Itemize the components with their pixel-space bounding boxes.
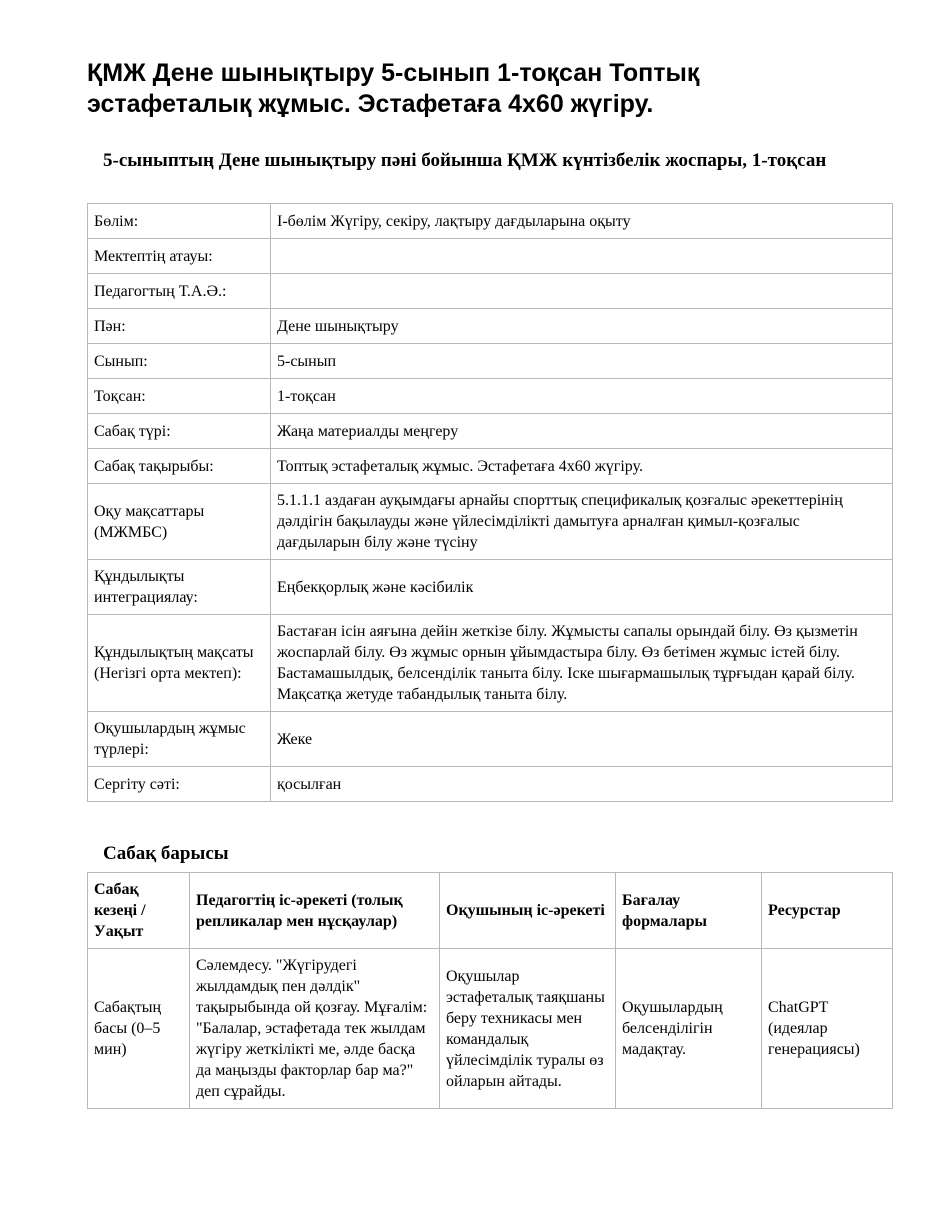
table-row — [88, 379, 893, 414]
info-label: Сынып: — [88, 344, 271, 379]
info-value: Жеке — [271, 712, 893, 767]
info-label: Құндылықтың мақсаты (Негізгі орта мектеп): — [88, 615, 271, 712]
table-row — [88, 949, 893, 1109]
info-label: Сабақ түрі: — [88, 414, 271, 449]
info-value — [271, 274, 893, 309]
info-label: Педагогтың Т.А.Ә.: — [88, 274, 271, 309]
column-header-resources: Ресурстар — [762, 873, 893, 949]
column-header-assessment: Бағалау формалары — [616, 873, 762, 949]
info-label: Оқу мақсаттары (МЖМБС) — [88, 484, 271, 560]
table-row — [88, 309, 893, 344]
column-header-student: Оқушының іс-әрекеті — [440, 873, 616, 949]
info-value: Еңбекқорлық және кәсібилік — [271, 560, 893, 615]
document-title: ҚМЖ Дене шынықтыру 5-сынып 1-тоқсан Топтық эстафеталық жұмыс. Эстафетаға 4х60 жүгіру. — [87, 59, 700, 118]
assessment-cell: Оқушылардың белсенділігін мадақтау. — [616, 949, 762, 1109]
table-row — [88, 204, 893, 239]
table-row — [88, 615, 893, 712]
info-value: 1-тоқсан — [271, 379, 893, 414]
table-header-row — [88, 873, 893, 949]
info-value: 5-сынып — [271, 344, 893, 379]
info-label: Мектептің атауы: — [88, 239, 271, 274]
info-value: Жаңа материалды меңгеру — [271, 414, 893, 449]
table-row — [88, 414, 893, 449]
table-row — [88, 560, 893, 615]
info-value: Топтық эстафеталық жұмыс. Эстафетаға 4х60 жүгіру. — [271, 449, 893, 484]
info-value — [271, 239, 893, 274]
resources-cell: ChatGPT (идеялар генерациясы) — [762, 949, 893, 1109]
table-row — [88, 767, 893, 802]
table-row — [88, 344, 893, 379]
lesson-flow-title: Сабақ барысы — [103, 843, 229, 864]
table-row — [88, 484, 893, 560]
column-header-stage: Сабақ кезеңі / Уақыт — [88, 873, 190, 949]
lesson-flow-table — [87, 872, 893, 1109]
info-label: Бөлім: — [88, 204, 271, 239]
info-label: Тоқсан: — [88, 379, 271, 414]
column-header-teacher: Педагогтің іс-әрекеті (толық репликалар мен нұсқаулар) — [190, 873, 440, 949]
info-label: Құндылықты интеграциялау: — [88, 560, 271, 615]
table-row — [88, 274, 893, 309]
info-value: қосылған — [271, 767, 893, 802]
info-label: Сергіту сәті: — [88, 767, 271, 802]
lesson-info-table — [87, 203, 893, 802]
info-value: І-бөлім Жүгіру, секіру, лақтыру дағдыларына оқыту — [271, 204, 893, 239]
info-label: Сабақ тақырыбы: — [88, 449, 271, 484]
teacher-action-cell: Сәлемдесу. "Жүгірудегі жылдамдық пен дәлдік" тақырыбында ой қозғау. Мұғалім: "Балалар, эстафетада тек жылдам жүгіру жеткілікті ме, әлде басқа да маңызды факторлар бар ма?" деп сұрайды. — [190, 949, 440, 1109]
info-value: 5.1.1.1 аздаған ауқымдағы арнайы спорттық спецификалық қозғалыс әрекеттерінің дәлдігін бақылауды және үйлесімділікті дамытуға арналған қимыл-қозғалыс дағдыларын білу және түсіну — [271, 484, 893, 560]
stage-cell: Сабақтың басы (0–5 мин) — [88, 949, 190, 1109]
info-value: Бастаған ісін аяғына дейін жеткізе білу. Жұмысты сапалы орындай білу. Өз қызметін жоспарлай білу. Өз жұмыс орнын ұйымдастыра білу. Өз бетімен жұмыс істей білу. Бастамашылдық, белсенділік таныта білу. Іске шығармашылық тұрғыдан қарай білу. Мақсатқа жетуде табандылық таныта білу. — [271, 615, 893, 712]
table-row — [88, 239, 893, 274]
info-value: Дене шынықтыру — [271, 309, 893, 344]
plan-subtitle: 5-сыныптың Дене шынықтыру пәні бойынша ҚМЖ күнтізбелік жоспары, 1-тоқсан — [103, 150, 827, 171]
info-label: Оқушылардың жұмыс түрлері: — [88, 712, 271, 767]
table-row — [88, 449, 893, 484]
student-action-cell: Оқушылар эстафеталық таяқшаны беру техникасы мен командалық үйлесімділік туралы өз ойларын айтады. — [440, 949, 616, 1109]
table-row — [88, 712, 893, 767]
info-label: Пән: — [88, 309, 271, 344]
